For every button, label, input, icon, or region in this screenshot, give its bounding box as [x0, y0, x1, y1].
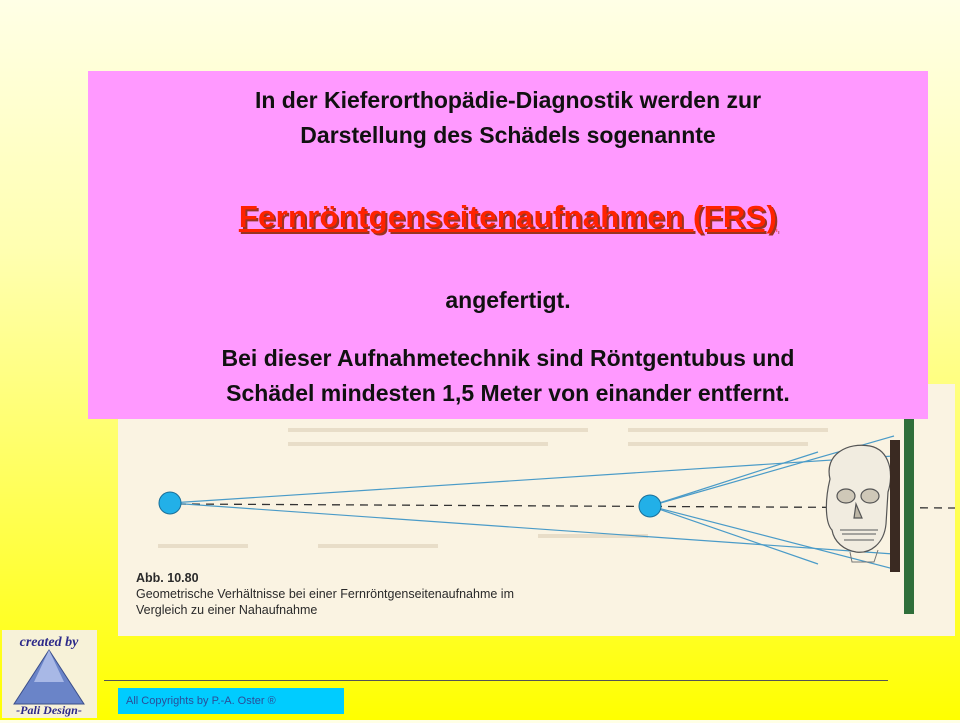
- info-line-2: Schädel mindesten 1,5 Meter von einander entfernt.: [226, 380, 790, 406]
- footer-divider: [104, 680, 888, 681]
- intro-text: [88, 83, 928, 153]
- film-holder: [904, 414, 914, 614]
- xray-geometry-figure: [118, 384, 955, 636]
- pali-design-logo: [2, 630, 97, 718]
- skull-icon: [826, 445, 890, 552]
- intro-line-2: Darstellung des Schädels sogenannte: [300, 122, 716, 148]
- film-cassette: [890, 440, 900, 572]
- caption-line-1: Geometrische Verhältnisse bei einer Fernröntgenseitenaufnahme im: [136, 587, 514, 601]
- info-line-1: Bei dieser Aufnahmetechnik sind Röntgentubus und: [221, 345, 795, 371]
- figure-caption: [136, 570, 514, 618]
- far-xray-source-icon: [159, 492, 181, 514]
- background-text-smudges: [158, 428, 828, 548]
- logo-graphic: [2, 630, 97, 718]
- info-textbox: [88, 71, 928, 419]
- frs-term: Fernröntgenseitenaufnahmen (FRS): [238, 199, 778, 234]
- caption-label: Abb. 10.80: [136, 571, 199, 585]
- near-xray-source-icon: [639, 495, 661, 517]
- copyright-notice: All Copyrights by P.-A. Oster ®: [118, 688, 344, 714]
- intro-line-1: In der Kieferorthopädie-Diagnostik werden zur: [254, 87, 762, 113]
- made-text: angefertigt.: [445, 287, 571, 313]
- logo-top-text: created by: [19, 635, 79, 650]
- technique-info: [88, 341, 928, 411]
- logo-bottom-text: -Pali Design-: [16, 703, 82, 717]
- caption-line-2: Vergleich zu einer Nahaufnahme: [136, 603, 318, 617]
